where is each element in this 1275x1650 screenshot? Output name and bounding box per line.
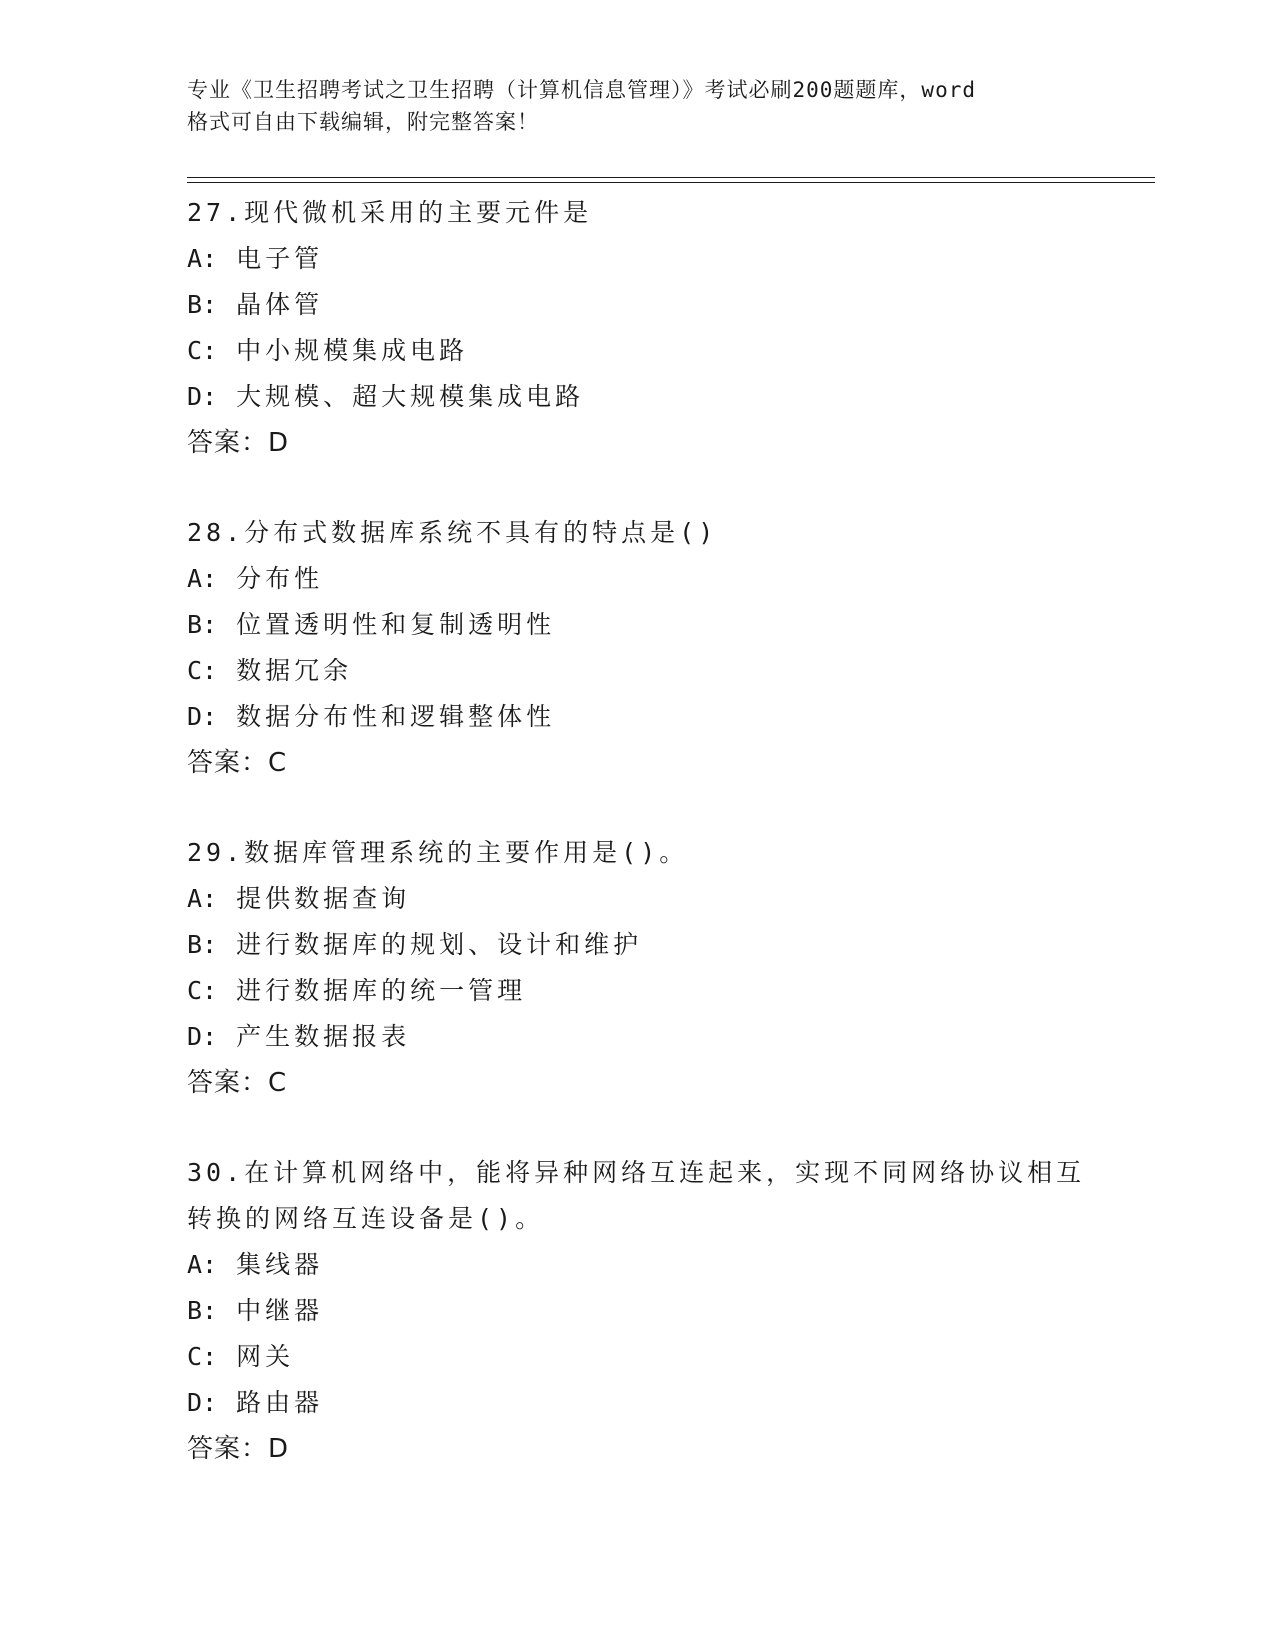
option-d [187, 1380, 1147, 1426]
header-divider-bottom [187, 182, 1155, 183]
question-stem: 27.现代微机采用的主要元件是 [187, 198, 593, 227]
question-stem: 28.分布式数据库系统不具有的特点是() [187, 518, 718, 547]
option-text: 进行数据库的统一管理 [236, 976, 527, 1005]
option-b [187, 282, 1147, 328]
option-a [187, 236, 1147, 282]
question-list [187, 190, 1147, 1472]
option-key: B: [187, 1296, 218, 1325]
option-text: 集线器 [236, 1250, 324, 1279]
answer-line: 答案：D [187, 1434, 290, 1464]
option-text: 电子管 [236, 244, 324, 273]
option-key: C: [187, 336, 218, 365]
option-text: 提供数据查询 [236, 884, 411, 913]
spacer [187, 466, 1147, 510]
option-b [187, 1288, 1147, 1334]
option-key: B: [187, 930, 218, 959]
option-a [187, 556, 1147, 602]
document-header [187, 74, 1087, 138]
option-text: 数据分布性和逻辑整体性 [236, 702, 556, 731]
spacer [187, 786, 1147, 830]
option-d [187, 1014, 1147, 1060]
option-text: 产生数据报表 [236, 1022, 411, 1051]
option-c [187, 328, 1147, 374]
answer-line: 答案：D [187, 428, 290, 458]
option-key: A: [187, 244, 218, 273]
header-line-1: 专业《卫生招聘考试之卫生招聘（计算机信息管理）》考试必刷200题题库，word [187, 78, 976, 102]
option-key: C: [187, 1342, 218, 1371]
option-key: C: [187, 976, 218, 1005]
option-key: B: [187, 290, 218, 319]
option-b [187, 922, 1147, 968]
option-text: 进行数据库的规划、设计和维护 [236, 930, 643, 959]
option-key: A: [187, 564, 218, 593]
option-key: A: [187, 1250, 218, 1279]
option-c [187, 968, 1147, 1014]
question-stem: 29.数据库管理系统的主要作用是()。 [187, 838, 689, 867]
answer-line: 答案：C [187, 748, 288, 778]
option-text: 位置透明性和复制透明性 [236, 610, 556, 639]
option-text: 数据冗余 [236, 656, 353, 685]
option-key: B: [187, 610, 218, 639]
option-text: 中小规模集成电路 [236, 336, 469, 365]
option-key: A: [187, 884, 218, 913]
spacer [187, 1106, 1147, 1150]
question-29 [187, 830, 1147, 1106]
option-text: 网关 [236, 1342, 295, 1371]
option-c [187, 1334, 1147, 1380]
question-30 [187, 1150, 1147, 1472]
question-28 [187, 510, 1147, 786]
option-c [187, 648, 1147, 694]
option-a [187, 876, 1147, 922]
option-text: 大规模、超大规模集成电路 [236, 382, 585, 411]
option-d [187, 374, 1147, 420]
option-key: D: [187, 1022, 218, 1051]
option-key: D: [187, 1388, 218, 1417]
question-stem-continued: 转换的网络互连设备是()。 [187, 1204, 545, 1233]
option-text: 路由器 [236, 1388, 324, 1417]
option-text: 中继器 [236, 1296, 324, 1325]
header-line-2: 格式可自由下载编辑，附完整答案！ [187, 110, 539, 134]
option-b [187, 602, 1147, 648]
option-key: D: [187, 382, 218, 411]
option-key: D: [187, 702, 218, 731]
option-text: 晶体管 [236, 290, 324, 319]
option-d [187, 694, 1147, 740]
answer-line: 答案：C [187, 1068, 288, 1098]
option-a [187, 1242, 1147, 1288]
option-key: C: [187, 656, 218, 685]
option-text: 分布性 [236, 564, 324, 593]
question-27 [187, 190, 1147, 466]
header-divider-top [187, 177, 1155, 178]
question-stem: 30.在计算机网络中，能将异种网络互连起来，实现不同网络协议相互 [187, 1158, 1086, 1187]
